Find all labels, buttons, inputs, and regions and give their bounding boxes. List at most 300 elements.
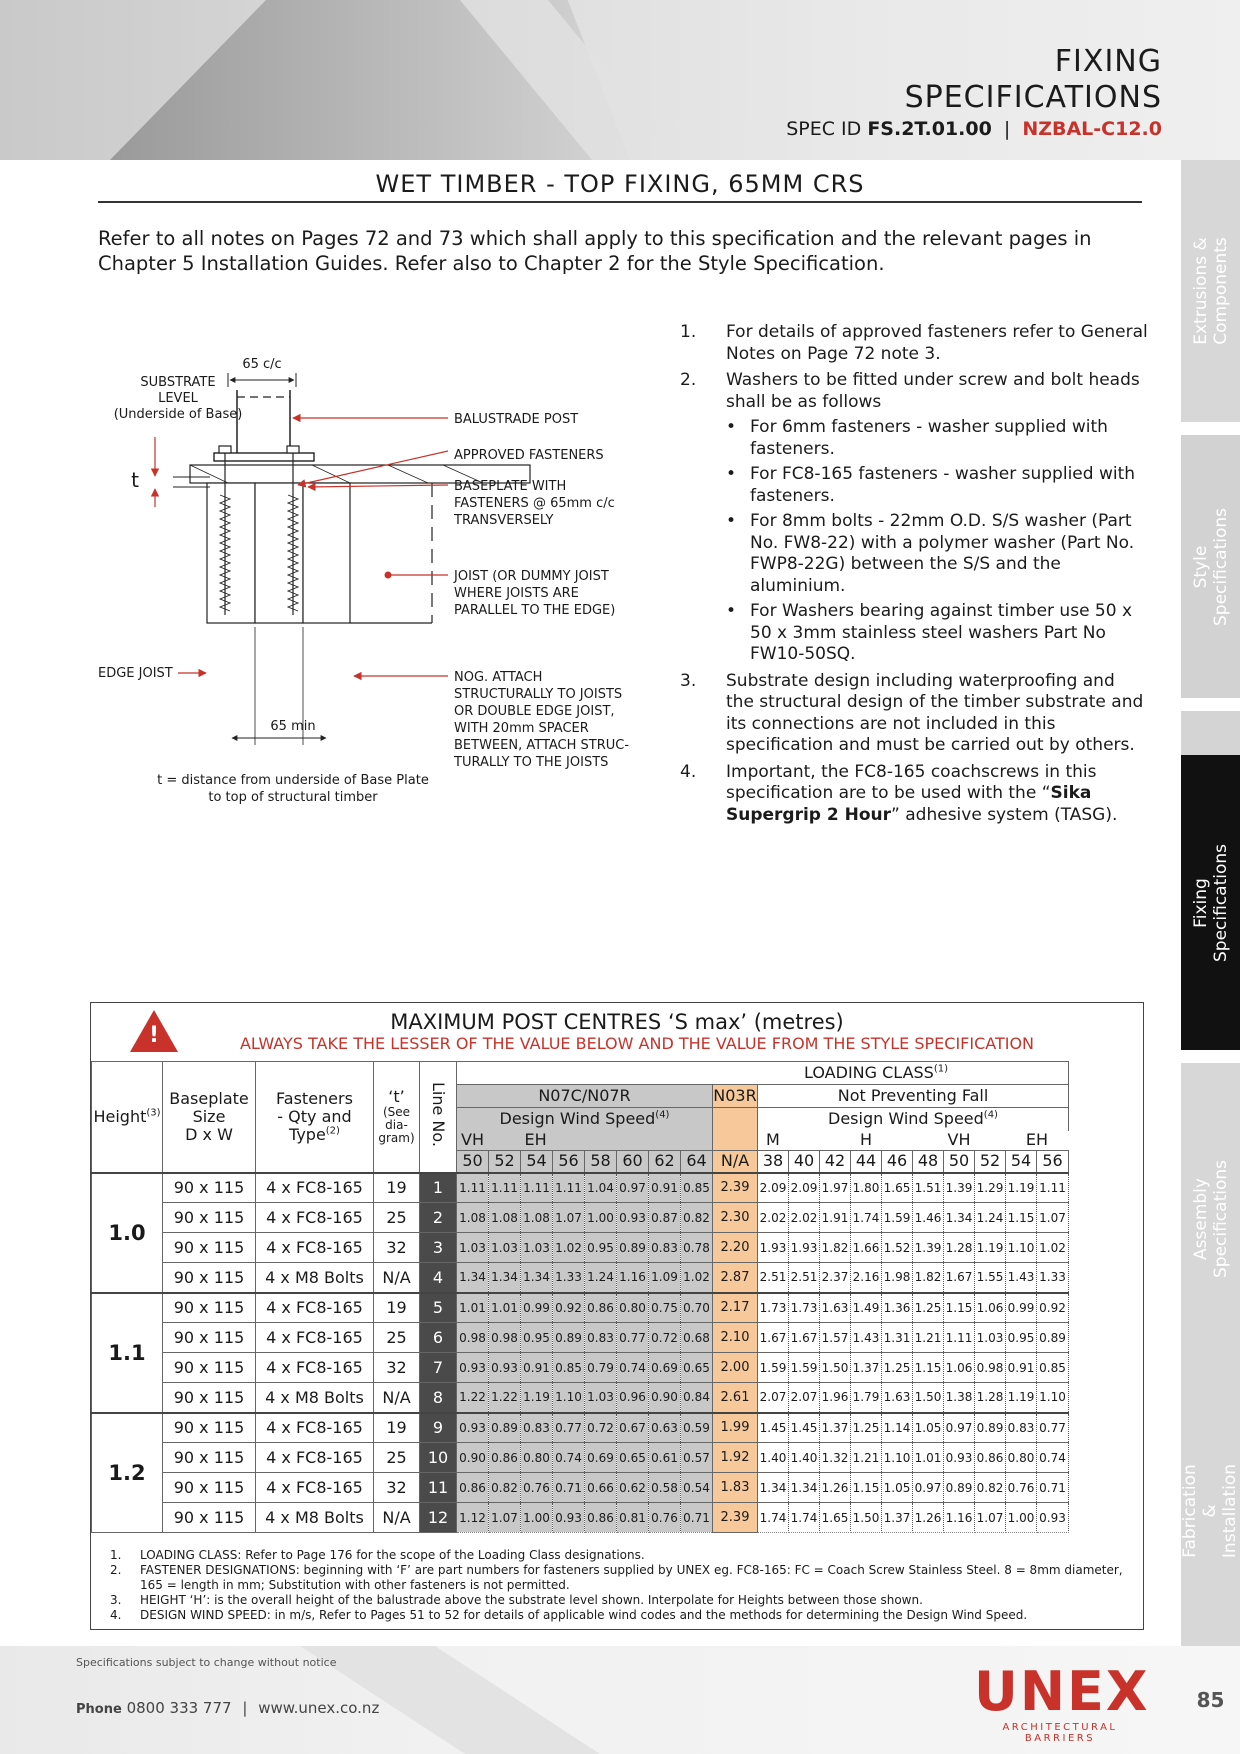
value-cell: 0.87 — [649, 1203, 681, 1233]
t-cell: 25 — [374, 1203, 420, 1233]
label-nog-1: NOG. ATTACH — [454, 670, 543, 685]
tab-gap — [1181, 698, 1240, 711]
fasteners-cell: 4 x M8 Bolts — [256, 1263, 374, 1293]
value-cell: 1.37 — [851, 1353, 882, 1383]
value-cell: 0.85 — [681, 1173, 713, 1203]
tab-fixing-specifications[interactable] — [1181, 755, 1240, 1050]
value-cell: 1.10 — [1006, 1233, 1037, 1263]
value-cell: 1.65 — [882, 1173, 913, 1203]
fasteners-cell: 4 x M8 Bolts — [256, 1503, 374, 1533]
value-cell: 1.59 — [882, 1203, 913, 1233]
value-cell: 1.33 — [553, 1263, 585, 1293]
fasteners-cell: 4 x M8 Bolts — [256, 1383, 374, 1413]
value-cell: 1.82 — [913, 1263, 944, 1293]
value-cell: 0.86 — [975, 1443, 1006, 1473]
diagram-caption-2: to top of structural timber — [208, 790, 378, 805]
value-cell: 0.65 — [681, 1353, 713, 1383]
value-cell: 1.04 — [585, 1173, 617, 1203]
t-cell: 32 — [374, 1353, 420, 1383]
note-item — [680, 370, 1148, 666]
footnote-number: 1. — [110, 1548, 122, 1562]
value-cell: 0.97 — [944, 1413, 975, 1443]
value-cell: 0.92 — [553, 1293, 585, 1323]
value-cell: 1.25 — [851, 1413, 882, 1443]
value-cell: 1.24 — [975, 1203, 1006, 1233]
value-cell: 1.19 — [521, 1383, 553, 1413]
value-cell: 1.11 — [553, 1173, 585, 1203]
note-item — [680, 762, 1148, 827]
header-line: D x W — [185, 1124, 233, 1144]
contact-separator: | — [242, 1699, 248, 1717]
line-number-cell: 6 — [420, 1323, 457, 1353]
value-cell: 1.66 — [851, 1233, 882, 1263]
page-title-line2: SPECIFICATIONS — [904, 80, 1162, 115]
height-cell: 1.0 — [92, 1173, 163, 1293]
t-cell: N/A — [374, 1503, 420, 1533]
line-number-cell: 12 — [420, 1503, 457, 1533]
value-cell: 1.15 — [944, 1293, 975, 1323]
value-cell: 1.55 — [975, 1263, 1006, 1293]
value-cell: 1.07 — [975, 1503, 1006, 1533]
value-cell: 0.89 — [489, 1413, 521, 1443]
value-cell-n03r: 2.39 — [713, 1503, 758, 1533]
value-cell: 0.83 — [585, 1323, 617, 1353]
line-number-cell: 10 — [420, 1443, 457, 1473]
fasteners-cell: 4 x FC8-165 — [256, 1323, 374, 1353]
value-cell: 1.25 — [913, 1293, 944, 1323]
value-cell: 1.16 — [944, 1503, 975, 1533]
class-n07c: N07C/N07R — [457, 1085, 713, 1108]
substrate-label-2: LEVEL — [158, 391, 198, 406]
baseplate-cell: 90 x 115 — [163, 1323, 256, 1353]
value-cell: 0.96 — [617, 1383, 649, 1413]
value-cell: 1.96 — [820, 1383, 851, 1413]
value-cell: 0.71 — [1037, 1473, 1069, 1503]
zone-blank — [489, 1131, 521, 1151]
value-cell: 0.91 — [521, 1353, 553, 1383]
value-cell: 1.37 — [820, 1413, 851, 1443]
class-n03r: N03R — [713, 1085, 758, 1108]
value-cell: 0.89 — [975, 1413, 1006, 1443]
value-cell: 1.34 — [758, 1473, 789, 1503]
value-cell: 0.95 — [1006, 1323, 1037, 1353]
fasteners-cell: 4 x FC8-165 — [256, 1413, 374, 1443]
section-divider — [98, 201, 1142, 203]
note-text-post: ” adhesive system (TASG). — [891, 804, 1118, 825]
diagram-caption-1: t = distance from underside of Base Plate — [157, 773, 429, 788]
line-number-cell: 7 — [420, 1353, 457, 1383]
value-cell: 0.66 — [585, 1473, 617, 1503]
value-cell: 0.67 — [617, 1413, 649, 1443]
value-cell: 0.86 — [585, 1293, 617, 1323]
line-number-cell: 4 — [420, 1263, 457, 1293]
value-cell: 1.21 — [851, 1443, 882, 1473]
baseplate-cell: 90 x 115 — [163, 1263, 256, 1293]
sup: (4) — [655, 1109, 670, 1121]
sup: (4) — [983, 1109, 998, 1121]
value-cell: 0.77 — [553, 1413, 585, 1443]
value-cell: 1.32 — [820, 1443, 851, 1473]
phone-label: Phone — [76, 1702, 122, 1717]
value-cell: 0.82 — [975, 1473, 1006, 1503]
value-cell: 1.40 — [758, 1443, 789, 1473]
header-line: (See — [382, 1105, 411, 1120]
table-row — [92, 1233, 1069, 1263]
value-cell: 1.29 — [975, 1173, 1006, 1203]
value-cell: 0.75 — [649, 1293, 681, 1323]
tab-fabrication-installation[interactable] — [1181, 1375, 1240, 1646]
speed-header: 64 — [681, 1151, 713, 1173]
note-number: 4. — [680, 761, 697, 782]
value-cell: 1.31 — [882, 1323, 913, 1353]
value-cell: 0.86 — [489, 1443, 521, 1473]
value-cell: 0.77 — [617, 1323, 649, 1353]
value-cell: 1.24 — [585, 1263, 617, 1293]
value-cell: 2.51 — [789, 1263, 820, 1293]
t-cell: 25 — [374, 1443, 420, 1473]
fasteners-cell: 4 x FC8-165 — [256, 1353, 374, 1383]
value-cell: 2.37 — [820, 1263, 851, 1293]
note-text: Substrate design including waterproofing and the structural design of the timber substrate and its connections are not included in this specification and must be carried out by others. — [726, 670, 1144, 755]
speed-header-na: N/A — [713, 1151, 758, 1173]
tab-label: Fabrication & Installation — [1180, 1463, 1240, 1558]
table-row — [92, 1503, 1069, 1533]
value-cell: 1.91 — [820, 1203, 851, 1233]
value-cell: 0.74 — [1037, 1443, 1069, 1473]
table-row — [92, 1203, 1069, 1233]
note-bullet: • For 6mm fasteners - washer supplied with fasteners. — [726, 417, 1148, 460]
dws-c — [758, 1108, 1069, 1131]
standard-code: NZBAL-C12.0 — [1022, 118, 1162, 140]
footnote — [110, 1608, 1140, 1623]
dws-b-blank — [713, 1108, 758, 1151]
value-cell: 1.01 — [913, 1443, 944, 1473]
value-cell: 0.63 — [649, 1413, 681, 1443]
label-baseplate-1: BASEPLATE WITH — [454, 479, 567, 494]
fixing-diagram — [98, 345, 658, 815]
value-cell: 0.90 — [457, 1443, 489, 1473]
label-joist-1: JOIST (OR DUMMY JOIST — [454, 569, 609, 584]
t-cell: 32 — [374, 1473, 420, 1503]
value-cell: 0.98 — [457, 1323, 489, 1353]
value-cell: 1.11 — [457, 1173, 489, 1203]
value-cell: 1.50 — [913, 1383, 944, 1413]
value-cell: 0.85 — [553, 1353, 585, 1383]
header-height — [92, 1062, 163, 1173]
header-t — [374, 1062, 420, 1173]
value-cell: 1.01 — [489, 1293, 521, 1323]
tab-filler — [1181, 711, 1240, 755]
value-cell: 0.62 — [617, 1473, 649, 1503]
value-cell: 0.86 — [457, 1473, 489, 1503]
tab-label: Assembly Specifications — [1190, 1159, 1231, 1279]
baseplate-cell: 90 x 115 — [163, 1293, 256, 1323]
t-cell: 19 — [374, 1293, 420, 1323]
table-body — [92, 1173, 1069, 1533]
value-cell: 2.09 — [789, 1173, 820, 1203]
value-cell: 1.80 — [851, 1173, 882, 1203]
value-cell: 1.74 — [789, 1503, 820, 1533]
value-cell: 0.61 — [649, 1443, 681, 1473]
dim-bottom-label: 65 min — [270, 719, 316, 734]
spec-id-label: SPEC ID — [786, 118, 862, 140]
baseplate-cell: 90 x 115 — [163, 1353, 256, 1383]
value-cell: 0.76 — [649, 1503, 681, 1533]
label-approved-fasteners: APPROVED FASTENERS — [454, 448, 604, 463]
value-cell: 1.02 — [553, 1233, 585, 1263]
value-cell: 0.89 — [553, 1323, 585, 1353]
sup: (1) — [933, 1063, 948, 1075]
baseplate-cell: 90 x 115 — [163, 1233, 256, 1263]
value-cell: 1.15 — [1006, 1203, 1037, 1233]
value-cell-n03r: 2.30 — [713, 1203, 758, 1233]
value-cell: 1.11 — [489, 1173, 521, 1203]
t-cell: N/A — [374, 1263, 420, 1293]
table-footnotes — [110, 1548, 1140, 1623]
value-cell: 0.90 — [649, 1383, 681, 1413]
zone-blank — [975, 1131, 1006, 1151]
value-cell: 1.16 — [617, 1263, 649, 1293]
value-cell: 0.65 — [617, 1443, 649, 1473]
label-nog-4: WITH 20mm SPACER — [454, 721, 589, 736]
value-cell: 1.73 — [789, 1293, 820, 1323]
baseplate — [214, 453, 314, 461]
value-cell: 1.21 — [913, 1323, 944, 1353]
value-cell-n03r: 2.10 — [713, 1323, 758, 1353]
footnote-number: 3. — [110, 1593, 122, 1607]
label-nog-6: TURALLY TO THE JOISTS — [454, 755, 609, 770]
value-cell: 1.50 — [820, 1353, 851, 1383]
tab-style-specifications[interactable] — [1181, 435, 1240, 698]
value-cell: 0.83 — [649, 1233, 681, 1263]
header-line-no — [420, 1062, 457, 1173]
value-cell: 1.45 — [758, 1413, 789, 1443]
value-cell: 0.79 — [585, 1353, 617, 1383]
sup: (3) — [146, 1107, 161, 1119]
speed-header: 52 — [489, 1151, 521, 1173]
tab-label: Style Specifications — [1190, 507, 1231, 626]
value-cell: 0.71 — [681, 1503, 713, 1533]
value-cell: 1.43 — [1006, 1263, 1037, 1293]
value-cell: 1.39 — [944, 1173, 975, 1203]
zone-m: M — [766, 1130, 780, 1150]
value-cell: 1.40 — [789, 1443, 820, 1473]
value-cell: 0.93 — [457, 1413, 489, 1443]
value-cell: 1.51 — [913, 1173, 944, 1203]
website-link[interactable]: www.unex.co.nz — [258, 1699, 380, 1717]
value-cell: 1.03 — [521, 1233, 553, 1263]
value-cell: 0.93 — [489, 1353, 521, 1383]
line-number-cell: 5 — [420, 1293, 457, 1323]
tab-label: Extrusions & Components — [1190, 237, 1231, 345]
value-cell: 1.45 — [789, 1413, 820, 1443]
value-cell: 1.11 — [521, 1173, 553, 1203]
value-cell: 2.07 — [789, 1383, 820, 1413]
value-cell: 0.93 — [944, 1443, 975, 1473]
substrate-label-3: (Underside of Base) — [113, 407, 243, 422]
notes-list — [680, 322, 1148, 831]
table-row — [92, 1293, 1069, 1323]
value-cell: 2.02 — [789, 1203, 820, 1233]
note-text: For details of approved fasteners refer to General Notes on Page 72 note 3. — [726, 322, 1148, 364]
fastener-head — [219, 446, 231, 453]
value-cell: 0.83 — [1006, 1413, 1037, 1443]
label-baseplate-2: FASTENERS @ 65mm c/c — [454, 496, 615, 511]
speed-header: 52 — [975, 1151, 1006, 1173]
value-cell: 0.99 — [521, 1293, 553, 1323]
value-cell: 1.07 — [553, 1203, 585, 1233]
footer-disclaimer: Specifications subject to change without notice — [76, 1656, 337, 1669]
header-line: Fasteners — [276, 1088, 353, 1108]
value-cell: 0.93 — [457, 1353, 489, 1383]
value-cell: 1.15 — [913, 1353, 944, 1383]
value-cell: 1.19 — [1006, 1173, 1037, 1203]
value-cell: 1.36 — [882, 1293, 913, 1323]
value-cell: 1.10 — [1037, 1383, 1069, 1413]
speed-header: 38 — [758, 1151, 789, 1173]
footnote — [110, 1593, 1140, 1608]
value-cell: 0.99 — [1006, 1293, 1037, 1323]
value-cell: 0.93 — [1037, 1503, 1069, 1533]
value-cell: 1.03 — [585, 1383, 617, 1413]
value-cell: 0.92 — [1037, 1293, 1069, 1323]
value-cell-n03r: 1.99 — [713, 1413, 758, 1443]
footnote-text: HEIGHT ‘H’: is the overall height of the balustrade above the substrate level shown. Interpolate for Heights between those shown. — [140, 1593, 923, 1607]
value-cell: 1.79 — [851, 1383, 882, 1413]
intro-paragraph: Refer to all notes on Pages 72 and 73 which shall apply to this specification and the relevant pages in Chapter 5 Installation Guides. Refer also to Chapter 2 for the Style Specification. — [98, 227, 1092, 275]
value-cell: 1.26 — [913, 1503, 944, 1533]
value-cell: 1.07 — [1037, 1203, 1069, 1233]
speed-header: 50 — [944, 1151, 975, 1173]
page-title — [905, 44, 1162, 116]
tab-extrusions-components[interactable] — [1181, 160, 1240, 422]
header-line: Size — [192, 1106, 226, 1126]
dim-top-label: 65 c/c — [242, 357, 282, 372]
table-row — [92, 1473, 1069, 1503]
value-cell: 1.12 — [457, 1503, 489, 1533]
value-cell: 0.59 — [681, 1413, 713, 1443]
value-cell: 1.26 — [820, 1473, 851, 1503]
note-text-bold: Sika Supergrip 2 Hour — [726, 783, 1092, 825]
page-number: 85 — [1196, 1688, 1225, 1712]
note-text: Washers to be fitted under screw and bolt heads shall be as follows — [726, 370, 1140, 412]
value-cell: 0.93 — [617, 1203, 649, 1233]
line-number-cell: 8 — [420, 1383, 457, 1413]
unex-logo-tagline: ARCHITECTURAL BARRIERS — [1002, 1722, 1118, 1744]
value-cell: 1.63 — [820, 1293, 851, 1323]
note-number: 3. — [680, 670, 697, 691]
value-cell: 1.28 — [975, 1383, 1006, 1413]
value-cell: 0.81 — [617, 1503, 649, 1533]
speed-header: 56 — [1037, 1151, 1069, 1173]
value-cell: 1.09 — [649, 1263, 681, 1293]
value-cell: 1.22 — [489, 1383, 521, 1413]
value-cell-n03r: 1.92 — [713, 1443, 758, 1473]
value-cell: 1.57 — [820, 1323, 851, 1353]
value-cell: 2.07 — [758, 1383, 789, 1413]
value-cell: 1.98 — [882, 1263, 913, 1293]
value-cell: 0.71 — [553, 1473, 585, 1503]
value-cell: 1.11 — [1037, 1173, 1069, 1203]
header-line: Type — [289, 1124, 326, 1144]
t-cell: 19 — [374, 1413, 420, 1443]
zone-eh-c: EH — [1025, 1130, 1049, 1150]
value-cell-n03r: 2.20 — [713, 1233, 758, 1263]
header-height-text: Height — [93, 1106, 147, 1126]
value-cell: 0.86 — [585, 1503, 617, 1533]
value-cell: 1.25 — [882, 1353, 913, 1383]
value-cell: 0.91 — [649, 1173, 681, 1203]
spec-id-line — [786, 118, 1162, 140]
value-cell: 1.63 — [882, 1383, 913, 1413]
zone-eh: EH — [521, 1131, 553, 1151]
footnote-text: FASTENER DESIGNATIONS: beginning with ‘F’ are part numbers for fasteners supplied by UNEX eg. FC8-165: FC = Coach Screw Stainless Steel. 8 = 8mm diameter, 165 = length in mm; Substitution with other fasteners is not permitted. — [140, 1563, 1123, 1592]
table-row — [92, 1173, 1069, 1203]
value-cell: 0.89 — [617, 1233, 649, 1263]
zone-blank — [789, 1131, 851, 1151]
value-cell: 1.34 — [489, 1263, 521, 1293]
value-cell: 0.69 — [649, 1353, 681, 1383]
label-nog-3: OR DOUBLE EDGE JOIST, — [454, 704, 615, 719]
line-number-cell: 3 — [420, 1233, 457, 1263]
value-cell: 1.67 — [758, 1323, 789, 1353]
header-fasteners — [256, 1062, 374, 1173]
note-number: 2. — [680, 370, 697, 390]
tab-assembly-specifications[interactable] — [1181, 1063, 1240, 1375]
baseplate-cell: 90 x 115 — [163, 1383, 256, 1413]
value-cell: 0.72 — [649, 1323, 681, 1353]
edge-joist — [207, 483, 255, 623]
value-cell: 1.49 — [851, 1293, 882, 1323]
value-cell-n03r: 1.83 — [713, 1473, 758, 1503]
value-cell: 0.83 — [521, 1413, 553, 1443]
value-cell: 0.78 — [681, 1233, 713, 1263]
note-number: 1. — [680, 322, 697, 342]
value-cell: 1.15 — [851, 1473, 882, 1503]
value-cell: 1.73 — [758, 1293, 789, 1323]
fasteners-cell: 4 x FC8-165 — [256, 1203, 374, 1233]
header-line: gram) — [378, 1131, 415, 1146]
value-cell: 1.10 — [553, 1383, 585, 1413]
value-cell: 1.82 — [820, 1233, 851, 1263]
footnote-text: DESIGN WIND SPEED: in m/s, Refer to Pages 51 to 52 for details of applicable wind codes and the methods for determining the Design Wind Speed. — [140, 1608, 1028, 1622]
header-baseplate — [163, 1062, 256, 1173]
table-row — [92, 1263, 1069, 1293]
value-cell: 1.08 — [457, 1203, 489, 1233]
value-cell: 0.80 — [1006, 1443, 1037, 1473]
loading-class-text: LOADING CLASS — [804, 1063, 934, 1082]
value-cell: 0.77 — [1037, 1413, 1069, 1443]
value-cell: 1.28 — [944, 1233, 975, 1263]
value-cell: 0.58 — [649, 1473, 681, 1503]
speed-header: 44 — [851, 1151, 882, 1173]
line-number-cell: 11 — [420, 1473, 457, 1503]
value-cell: 1.34 — [789, 1473, 820, 1503]
header-line: dia- — [385, 1118, 408, 1133]
footnote-number: 4. — [110, 1608, 122, 1622]
phone-number[interactable]: 0800 333 777 — [126, 1699, 232, 1717]
value-cell: 1.34 — [944, 1203, 975, 1233]
fasteners-cell: 4 x FC8-165 — [256, 1473, 374, 1503]
spec-id-value: FS.2T.01.00 — [867, 118, 992, 140]
baseplate-cell: 90 x 115 — [163, 1413, 256, 1443]
value-cell: 1.05 — [913, 1413, 944, 1443]
value-cell: 1.65 — [820, 1503, 851, 1533]
post-centres-table — [91, 1061, 1069, 1533]
value-cell: 1.03 — [457, 1233, 489, 1263]
value-cell: 1.02 — [1037, 1233, 1069, 1263]
label-nog-2: STRUCTURALLY TO JOISTS — [454, 687, 623, 702]
